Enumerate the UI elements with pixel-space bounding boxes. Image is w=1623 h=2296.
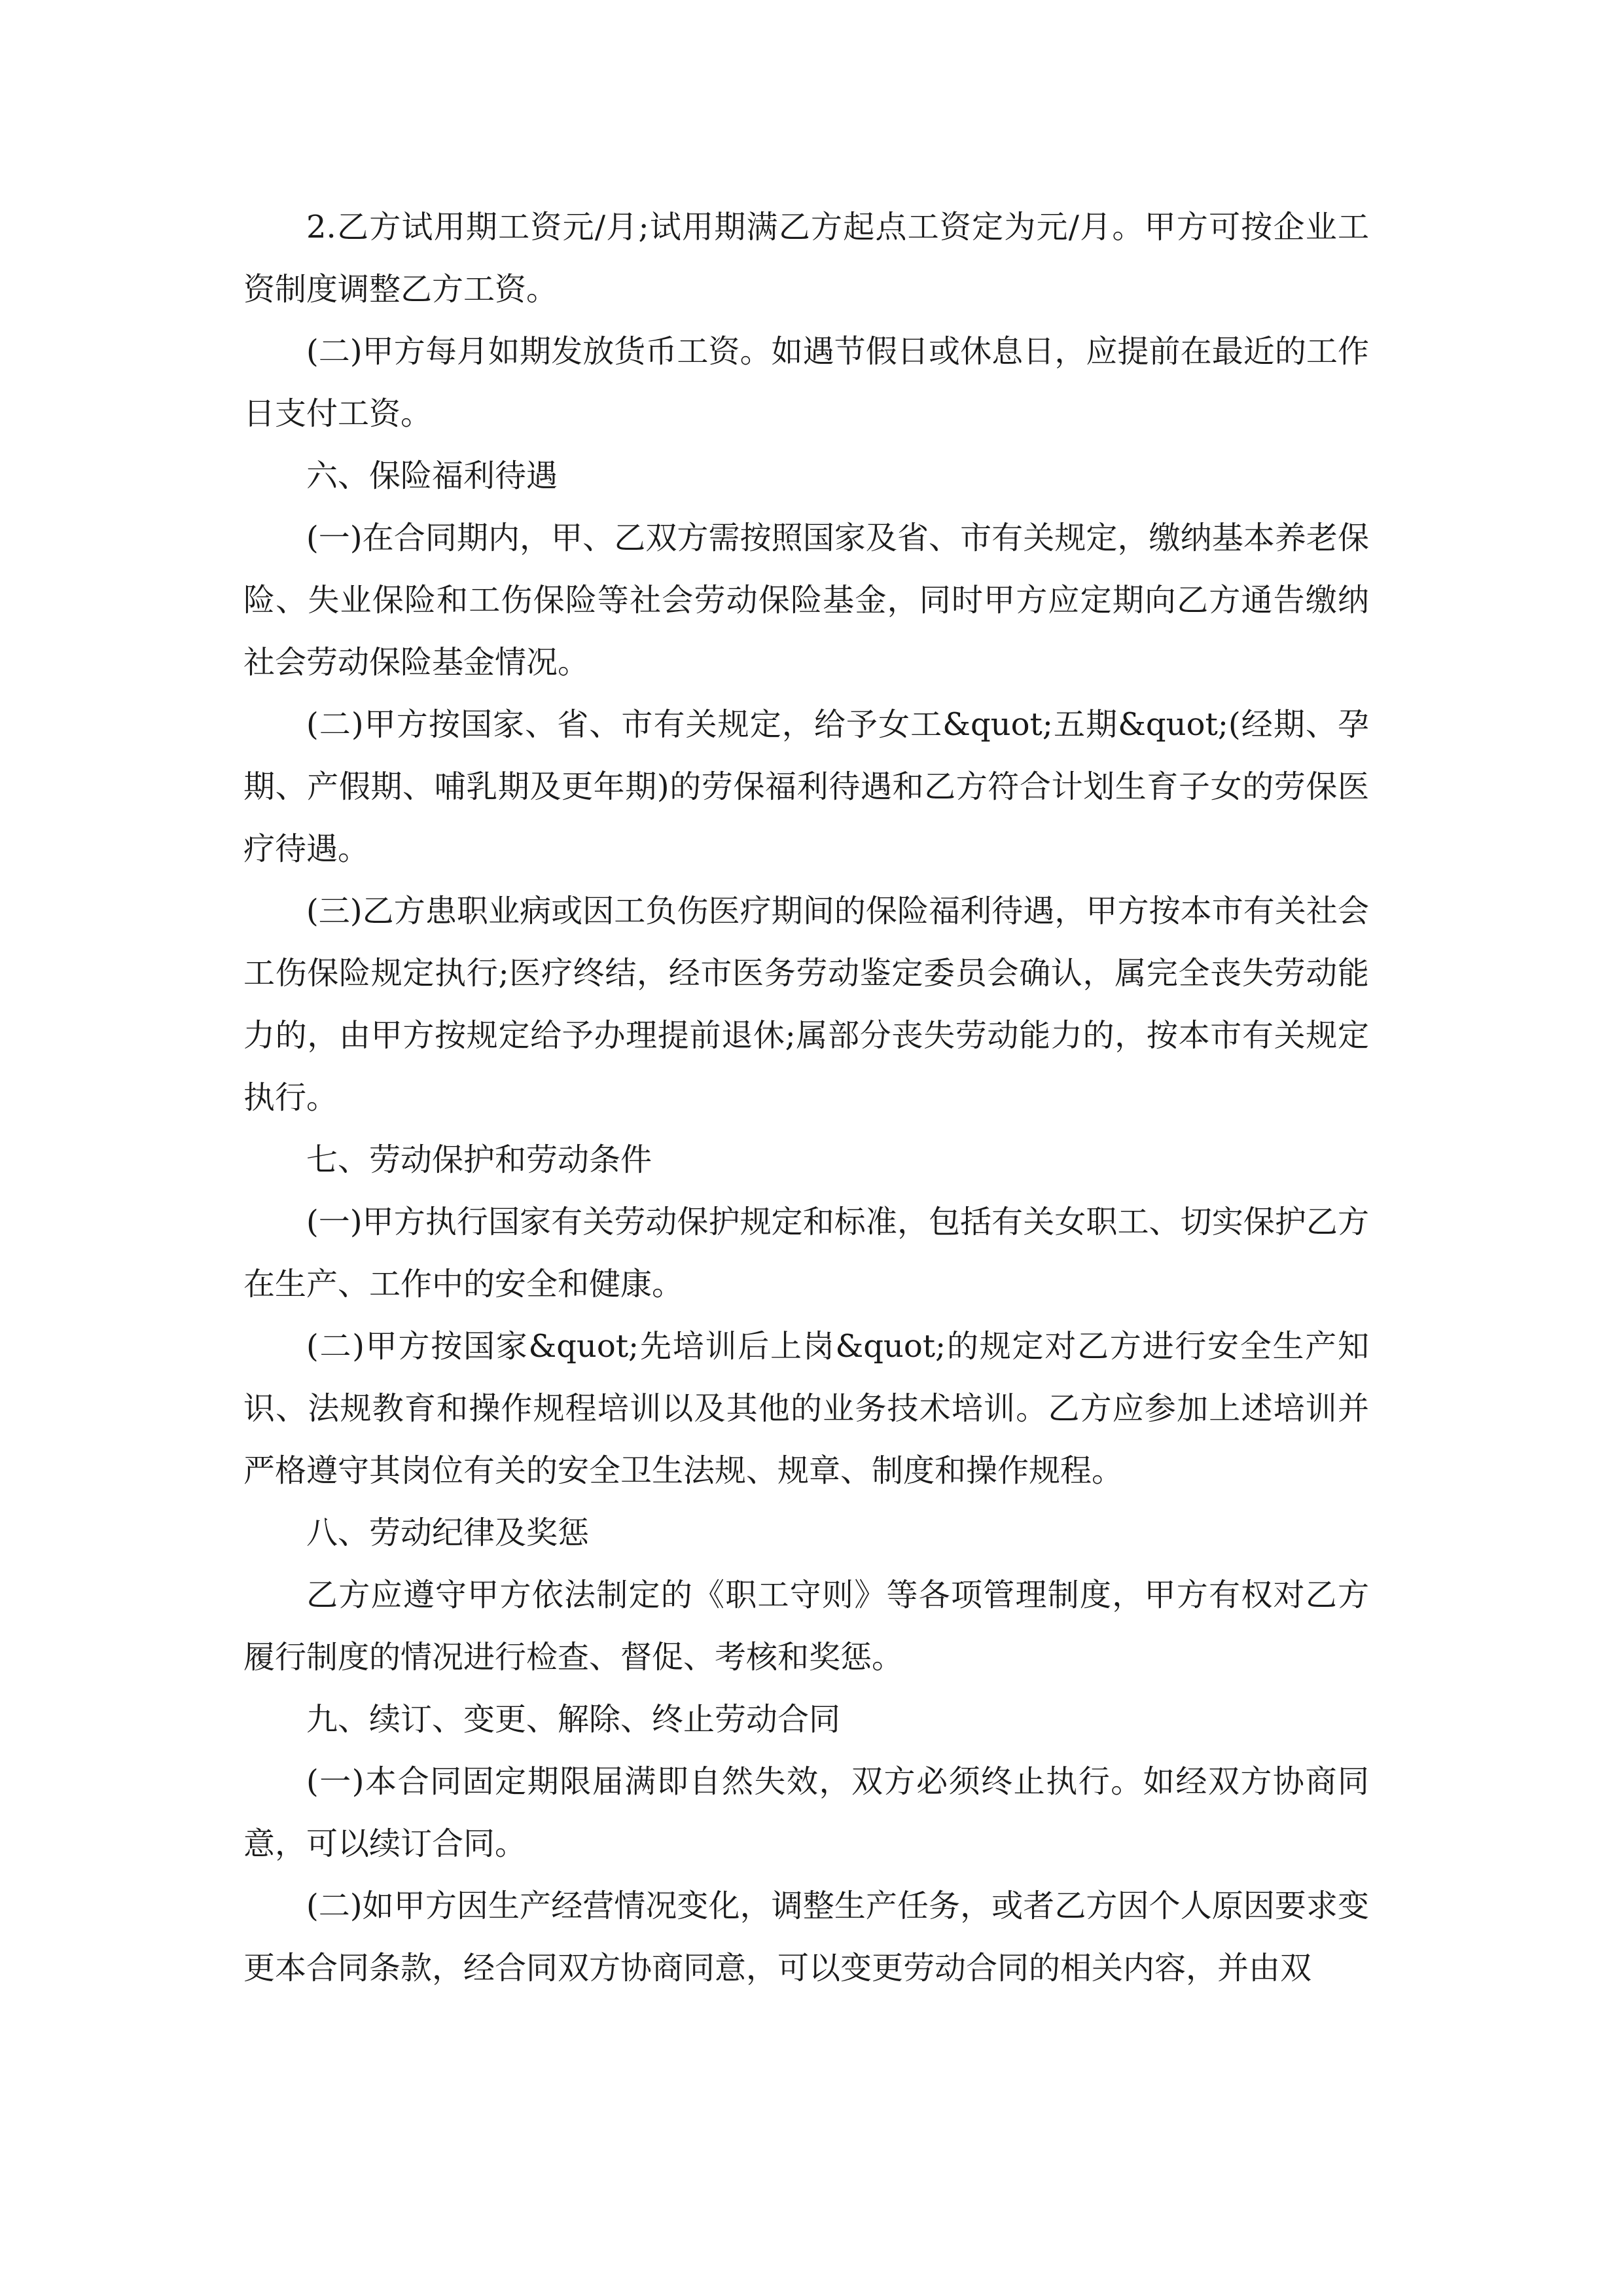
paragraph-probation-salary: 2.乙方试用期工资元/月;试用期满乙方起点工资定为元/月。甲方可按企业工资制度调整乙方工资。 bbox=[243, 209, 1369, 308]
paragraph-social-insurance: (一)在合同期内，甲、乙双方需按照国家及省、市有关规定，缴纳基本养老保险、失业保险和工伤保险等社会劳动保险基金，同时甲方应定期向乙方通告缴纳社会劳动保险基金情况。 bbox=[243, 520, 1369, 681]
section-heading-contract-changes: 九、续订、变更、解除、终止劳动合同 bbox=[306, 1701, 841, 1738]
paragraph-contract-expiry: (一)本合同固定期限届满即自然失效，双方必须终止执行。如经双方协商同意，可以续订合同。 bbox=[243, 1763, 1369, 1862]
section-heading-insurance: 六、保险福利待遇 bbox=[306, 457, 558, 494]
paragraph-safety-training: (二)甲方按国家&quot;先培训后上岗&quot;的规定对乙方进行安全生产知识、法规教育和操作规程培训以及其他的业务技术培训。乙方应参加上述培训并严格遵守其岗位有关的安全卫生法规、规章、制度和操作规程。 bbox=[243, 1328, 1369, 1489]
paragraph-occupational-injury: (三)乙方患职业病或因工负伤医疗期间的保险福利待遇，甲方按本市有关社会工伤保险规定执行;医疗终结，经市医务劳动鉴定委员会确认，属完全丧失劳动能力的，由甲方按规定给予办理提前退休;属部分丧失劳动能力的，按本市有关规定执行。 bbox=[243, 893, 1369, 1116]
section-heading-labor-protection: 七、劳动保护和劳动条件 bbox=[306, 1141, 652, 1178]
paragraph-female-benefits: (二)甲方按国家、省、市有关规定，给予女工&quot;五期&quot;(经期、孕期、产假期、哺乳期及更年期)的劳保福利待遇和乙方符合计划生育子女的劳保医疗待遇。 bbox=[243, 706, 1369, 867]
paragraph-employee-rules: 乙方应遵守甲方依法制定的《职工守则》等各项管理制度，甲方有权对乙方履行制度的情况进行检查、督促、考核和奖惩。 bbox=[243, 1577, 1369, 1676]
paragraph-salary-payment: (二)甲方每月如期发放货币工资。如遇节假日或休息日，应提前在最近的工作日支付工资。 bbox=[243, 333, 1369, 432]
document-body bbox=[243, 196, 1369, 2000]
paragraph-contract-modification: (二)如甲方因生产经营情况变化，调整生产任务，或者乙方因个人原因要求变更本合同条款，经合同双方协商同意，可以变更劳动合同的相关内容，并由双 bbox=[243, 1888, 1369, 1986]
section-heading-discipline: 八、劳动纪律及奖惩 bbox=[306, 1515, 590, 1551]
paragraph-protection-standards: (一)甲方执行国家有关劳动保护规定和标准，包括有关女职工、切实保护乙方在生产、工作中的安全和健康。 bbox=[243, 1204, 1369, 1302]
